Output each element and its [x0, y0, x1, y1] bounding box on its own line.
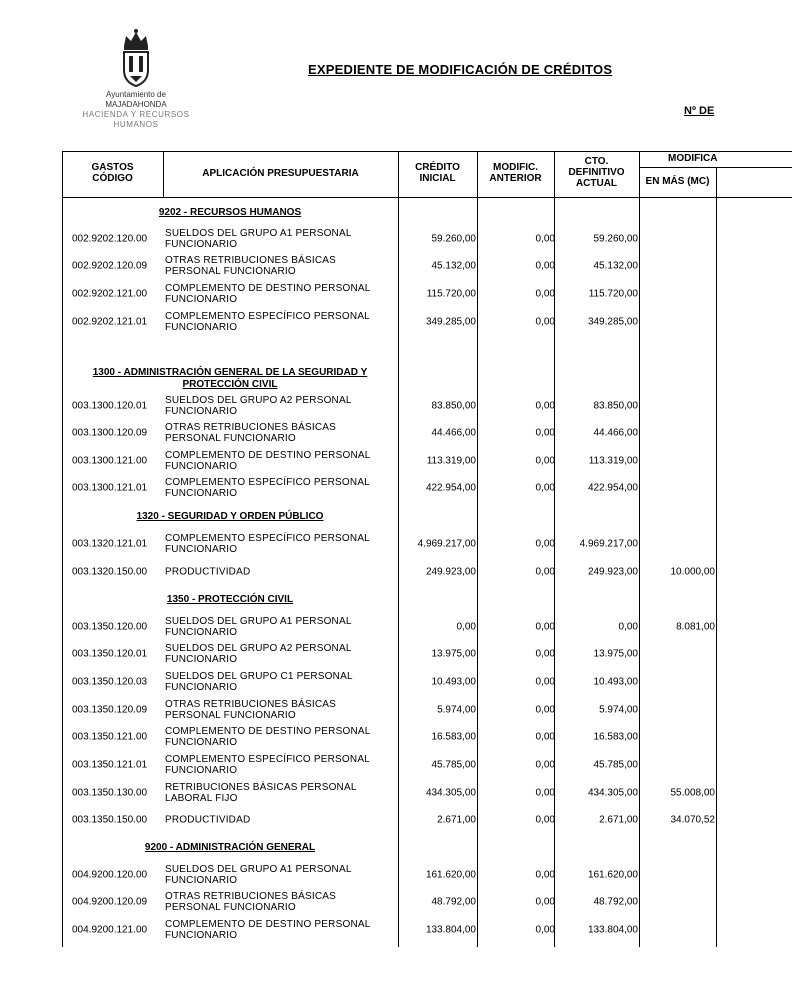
row-cto-definitivo: 0,00 [618, 621, 638, 633]
section-header-1350 [62, 594, 398, 606]
table-row [62, 532, 792, 556]
header-aplicacion: APLICACIÓN PRESUPUESTARIA [202, 168, 359, 179]
row-cto-definitivo: 434.305,00 [587, 787, 638, 799]
row-modif-anterior: 0,00 [535, 260, 555, 272]
row-credito-inicial: 83.850,00 [431, 400, 476, 412]
row-code: 003.1350.120.03 [72, 676, 148, 688]
table-row [62, 670, 792, 694]
row-modif-anterior: 0,00 [535, 316, 555, 328]
row-credito-inicial: 113.319,00 [426, 455, 476, 467]
header-bottom-border [62, 197, 792, 198]
row-modif-anterior: 0,00 [535, 676, 555, 688]
row-cto-definitivo: 13.975,00 [593, 648, 638, 660]
row-en-mas: 34.070,52 [670, 814, 715, 826]
row-modif-anterior: 0,00 [535, 233, 555, 245]
section-title: 1300 - ADMINISTRACIÓN GENERAL DE LA SEGURIDAD Y [92, 367, 368, 378]
row-credito-inicial: 133.804,00 [425, 924, 476, 936]
table-row [62, 421, 792, 445]
header-codigo-line1: GASTOS [91, 162, 134, 173]
row-code: 003.1320.150.00 [72, 566, 148, 578]
header-codigo-line2: CÓDIGO [92, 173, 133, 184]
row-cto-definitivo: 2.671,00 [599, 814, 638, 826]
row-cto-definitivo: 45.785,00 [593, 759, 638, 771]
logo-text-line2: MAJADAHONDA [105, 100, 167, 109]
row-modif-anterior: 0,00 [535, 400, 555, 412]
row-en-mas: 55.008,00 [670, 787, 715, 799]
row-credito-inicial: 48.792,00 [431, 896, 476, 908]
row-description: COMPLEMENTO ESPECÍFICO PERSONAL FUNCIONARIO [165, 533, 370, 555]
row-cto-definitivo: 133.804,00 [587, 924, 638, 936]
row-modif-anterior: 0,00 [535, 427, 555, 439]
row-cto-definitivo: 10.493,00 [593, 676, 638, 688]
row-en-mas: 10.000,00 [670, 566, 715, 578]
row-modif-anterior: 0,00 [535, 566, 555, 578]
row-description: OTRAS RETRIBUCIONES BÁSICAS PERSONAL FUNCIONARIO [165, 891, 336, 913]
row-cto-definitivo: 45.132,00 [593, 260, 638, 272]
row-code: 003.1300.120.09 [72, 427, 148, 439]
row-credito-inicial: 16.583,00 [431, 731, 476, 743]
row-code: 004.9200.120.09 [72, 896, 148, 908]
row-cto-definitivo: 161.620,00 [587, 869, 638, 881]
row-en-mas: 8.081,00 [676, 621, 715, 633]
table-row [62, 890, 792, 914]
municipal-logo [66, 26, 206, 146]
section-header-9200 [62, 842, 398, 854]
row-cto-definitivo: 5.974,00 [599, 704, 638, 716]
row-modif-anterior: 0,00 [535, 731, 555, 743]
table-row [62, 476, 792, 500]
budget-table [62, 151, 792, 947]
table-row [62, 642, 792, 666]
table-row [62, 863, 792, 887]
header-cto-line3: ACTUAL [575, 178, 618, 189]
row-modif-anterior: 0,00 [535, 787, 555, 799]
row-credito-inicial: 44.466,00 [431, 427, 476, 439]
row-modif-anterior: 0,00 [535, 288, 555, 300]
row-cto-definitivo: 422.954,00 [587, 482, 638, 494]
row-cto-definitivo: 83.850,00 [593, 400, 638, 412]
row-code: 003.1300.120.01 [72, 400, 148, 412]
row-description: COMPLEMENTO ESPECÍFICO PERSONAL FUNCIONARIO [165, 311, 370, 333]
page-title: EXPEDIENTE DE MODIFICACIÓN DE CRÉDITOS [308, 62, 613, 77]
table-row [62, 227, 792, 251]
row-credito-inicial: 5.974,00 [437, 704, 476, 716]
row-cto-definitivo: 48.792,00 [593, 896, 638, 908]
row-cto-definitivo: 4.969.217,00 [579, 538, 638, 550]
row-credito-inicial: 45.785,00 [431, 759, 476, 771]
row-code: 003.1320.121.01 [72, 538, 148, 550]
table-top-border [62, 151, 792, 152]
row-credito-inicial: 4.969.217,00 [417, 538, 476, 550]
row-description: COMPLEMENTO ESPECÍFICO PERSONAL FUNCIONARIO [165, 754, 370, 776]
row-credito-inicial: 349.285,00 [425, 316, 476, 328]
row-credito-inicial: 10.493,00 [431, 676, 476, 688]
header-cto-line1: CTO. [584, 156, 609, 167]
table-row [62, 449, 792, 473]
header-modifica: MODIFICA [668, 153, 718, 164]
table-row [62, 725, 792, 749]
row-modif-anterior: 0,00 [535, 704, 555, 716]
header-credito-inicial [398, 162, 477, 184]
header-credito-line1: CRÉDITO [415, 162, 460, 173]
row-cto-definitivo: 59.260,00 [593, 233, 638, 245]
row-modif-anterior: 0,00 [535, 869, 555, 881]
row-description: COMPLEMENTO DE DESTINO PERSONAL FUNCIONARIO [165, 283, 371, 305]
row-description: PRODUCTIVIDAD [165, 814, 251, 826]
row-code: 004.9200.121.00 [72, 924, 148, 936]
row-description: OTRAS RETRIBUCIONES BÁSICAS PERSONAL FUNCIONARIO [165, 422, 336, 444]
row-description: COMPLEMENTO DE DESTINO PERSONAL FUNCIONARIO [165, 919, 371, 941]
row-code: 003.1300.121.00 [72, 455, 148, 467]
section-header-9202 [62, 207, 398, 219]
row-code: 004.9200.120.00 [72, 869, 148, 881]
row-modif-anterior: 0,00 [535, 896, 555, 908]
table-row [62, 394, 792, 418]
section-header-1320 [62, 511, 398, 523]
row-modif-anterior: 0,00 [535, 482, 555, 494]
row-cto-definitivo: 115.720,00 [588, 288, 638, 300]
row-credito-inicial: 13.975,00 [431, 648, 476, 660]
section-title-line2: PROTECCIÓN CIVIL [182, 379, 278, 390]
table-row [62, 808, 792, 832]
row-code: 002.9202.120.00 [72, 233, 148, 245]
expediente-number-label: Nº DE [684, 105, 715, 117]
row-cto-definitivo: 349.285,00 [587, 316, 638, 328]
row-description: SUELDOS DEL GRUPO A1 PERSONAL FUNCIONARIO [165, 864, 352, 886]
row-credito-inicial: 434.305,00 [425, 787, 476, 799]
row-modif-anterior: 0,00 [535, 814, 555, 826]
row-credito-inicial: 59.260,00 [431, 233, 476, 245]
row-code: 003.1350.121.00 [72, 731, 148, 743]
header-cto-definitivo [554, 156, 639, 189]
table-row [62, 560, 792, 584]
section-title: 1320 - SEGURIDAD Y ORDEN PÚBLICO [136, 511, 324, 522]
row-code: 002.9202.121.00 [72, 288, 148, 300]
row-cto-definitivo: 113.319,00 [588, 455, 638, 467]
row-description: PRODUCTIVIDAD [165, 566, 251, 578]
row-credito-inicial: 249.923,00 [425, 566, 476, 578]
table-row [62, 282, 792, 306]
row-code: 003.1350.120.00 [72, 621, 148, 633]
row-code: 003.1350.150.00 [72, 814, 148, 826]
row-description: COMPLEMENTO DE DESTINO PERSONAL FUNCIONARIO [165, 726, 371, 748]
table-row [62, 753, 792, 777]
row-description: SUELDOS DEL GRUPO A1 PERSONAL FUNCIONARIO [165, 616, 352, 638]
row-description: OTRAS RETRIBUCIONES BÁSICAS PERSONAL FUNCIONARIO [165, 255, 336, 277]
row-credito-inicial: 161.620,00 [425, 869, 476, 881]
row-credito-inicial: 0,00 [456, 621, 476, 633]
header-codigo [62, 162, 163, 184]
table-row [62, 615, 792, 639]
row-code: 002.9202.120.09 [72, 260, 148, 272]
header-modif-line2: ANTERIOR [489, 173, 542, 184]
logo-text-line3: HACIENDA Y RECURSOS [82, 110, 190, 119]
row-code: 003.1350.130.00 [72, 787, 148, 799]
row-description: SUELDOS DEL GRUPO A2 PERSONAL FUNCIONARIO [165, 395, 352, 417]
coat-of-arms-icon [116, 26, 156, 90]
row-description: COMPLEMENTO ESPECÍFICO PERSONAL FUNCIONARIO [165, 477, 370, 499]
row-code: 002.9202.121.01 [72, 316, 148, 328]
row-modif-anterior: 0,00 [535, 621, 555, 633]
row-credito-inicial: 2.671,00 [437, 814, 476, 826]
row-cto-definitivo: 44.466,00 [593, 427, 638, 439]
section-header-1300 [62, 367, 398, 391]
row-credito-inicial: 45.132,00 [431, 260, 476, 272]
section-title: 9202 - RECURSOS HUMANOS [158, 207, 302, 218]
table-row [62, 254, 792, 278]
row-modif-anterior: 0,00 [535, 924, 555, 936]
row-description: SUELDOS DEL GRUPO C1 PERSONAL FUNCIONARIO [165, 671, 353, 693]
section-title: 9200 - ADMINISTRACIÓN GENERAL [144, 842, 316, 853]
logo-text-line1: Ayuntamiento de [106, 90, 166, 99]
logo-text-line4: HUMANOS [113, 120, 159, 129]
row-code: 003.1300.121.01 [72, 482, 148, 494]
row-credito-inicial: 422.954,00 [425, 482, 476, 494]
row-description: COMPLEMENTO DE DESTINO PERSONAL FUNCIONARIO [165, 450, 371, 472]
row-modif-anterior: 0,00 [535, 648, 555, 660]
header-credito-line2: INICIAL [419, 173, 456, 184]
section-title: 1350 - PROTECCIÓN CIVIL [166, 594, 294, 605]
row-modif-anterior: 0,00 [535, 759, 555, 771]
row-credito-inicial: 115.720,00 [426, 288, 476, 300]
header-modif-anterior [477, 162, 554, 184]
row-modif-anterior: 0,00 [535, 455, 555, 467]
header-modif-line1: MODIFIC. [493, 162, 538, 173]
header-en-mas: EN MÁS (MC) [645, 176, 710, 187]
table-row [62, 781, 792, 805]
row-description: SUELDOS DEL GRUPO A1 PERSONAL FUNCIONARIO [165, 228, 352, 250]
row-cto-definitivo: 16.583,00 [593, 731, 638, 743]
row-cto-definitivo: 249.923,00 [587, 566, 638, 578]
row-description: SUELDOS DEL GRUPO A2 PERSONAL FUNCIONARIO [165, 643, 352, 665]
header-cto-line2: DEFINITIVO [568, 167, 625, 178]
table-row [62, 918, 792, 942]
row-code: 003.1350.120.09 [72, 704, 148, 716]
table-row [62, 310, 792, 334]
row-modif-anterior: 0,00 [535, 538, 555, 550]
row-code: 003.1350.121.01 [72, 759, 148, 771]
table-row [62, 698, 792, 722]
row-description: OTRAS RETRIBUCIONES BÁSICAS PERSONAL FUNCIONARIO [165, 699, 336, 721]
row-code: 003.1350.120.01 [72, 648, 148, 660]
row-description: RETRIBUCIONES BÁSICAS PERSONAL LABORAL FIJO [165, 782, 357, 804]
